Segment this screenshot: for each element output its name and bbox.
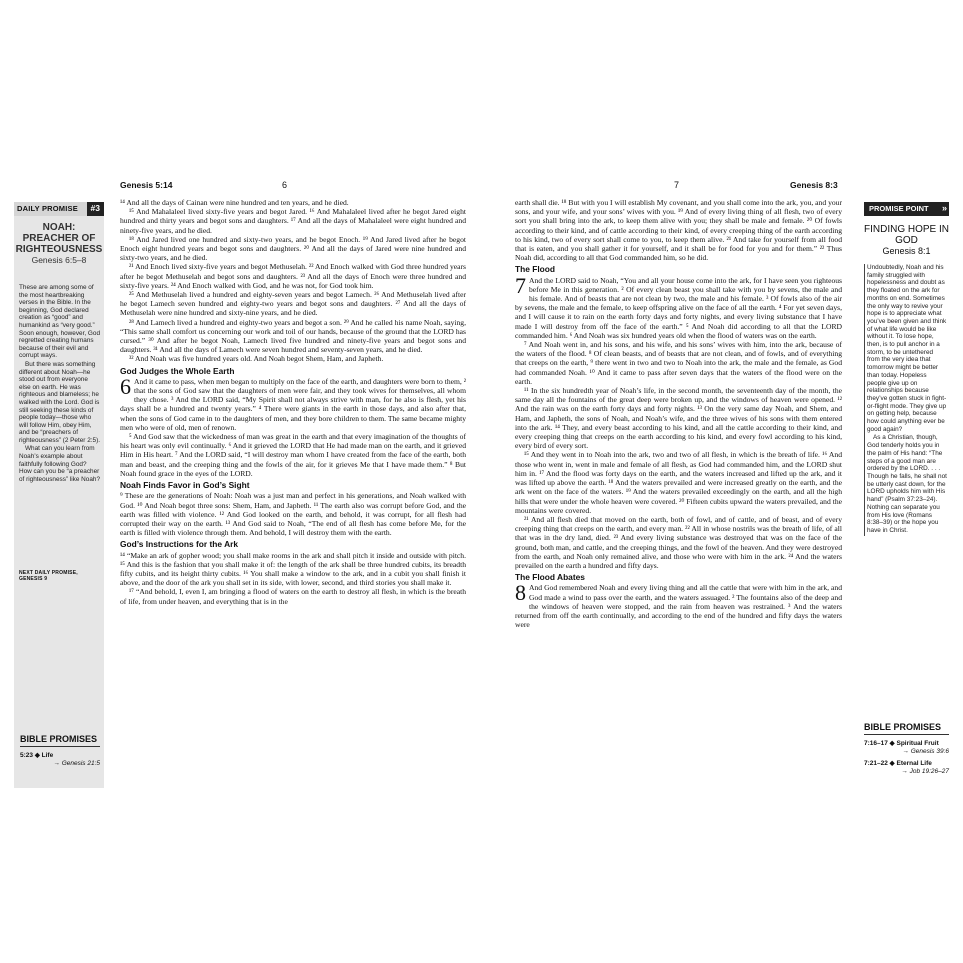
page-number-left: 6 xyxy=(282,180,288,190)
verse-paragraph: ¹⁴ And all the days of Cainan were nine hundred and ten years, and he died. xyxy=(120,198,349,207)
bible-promises-title: BIBLE PROMISES xyxy=(20,734,100,747)
bible-promise-ref: 7:21–22 xyxy=(864,760,888,767)
verse-paragraph: ²⁸ And Lamech lived a hundred and eighty-two years and begot a son. ²⁹ And he called his name Noah, saying, “This same shall comfort us concerning our work and toil of our hands, because of the ground that the LORD has cursed.” ³⁰ And after he begot Noah, Lamech lived five hundred and ninety-five years and begot sons and daughters. ³¹ And all the days of Lamech were seven hundred and seventy-seven years, and he died. xyxy=(120,317,466,355)
bible-promises-left xyxy=(20,734,100,767)
chapter-number: 8 xyxy=(515,580,526,606)
chevron-right-icon: » xyxy=(941,203,947,213)
section-heading: Noah Finds Favor in God’s Sight xyxy=(120,480,250,491)
bible-promise-cross-ref: → Genesis 39:6 xyxy=(902,748,949,755)
verse-paragraph: ²⁵ And Methuselah lived a hundred and eighty-seven years and begot Lamech. ²⁶ And Methuselah lived after he begot Lamech seven hundred and eighty-two years and begot sons and daughters. ²⁷ And all the days of Methuselah were nine hundred and sixty-nine years, and he died. xyxy=(120,290,466,318)
chapter-paragraph xyxy=(515,272,842,340)
promise-point-body xyxy=(864,264,947,536)
promise-point-paragraph: As a Christian, though, God tenderly holds you in the palm of His hand: “The steps of a good man are ordered by the LORD. . . . Though he falls, he shall not be utterly cast down, for the LORD upholds him with His hand” (Psalm 37:23–24). Nothing can separate you from His love (Romans 8:38–39) or the hope you have in Christ. xyxy=(867,434,947,534)
promise-point-label: PROMISE POINT xyxy=(869,204,929,213)
daily-promise-paragraph: But there was something different about Noah—he stood out from everyone else on earth. He was righteous and blameless; he walked with the Lord. God is still seeking these kinds of people today—those who will follow Him, obey Him, and be “preachers of righteousness” (2 Peter 2:5). xyxy=(19,360,100,444)
verse-paragraph: ¹⁸ And Jared lived one hundred and sixty-two years, and he begot Enoch. ¹⁹ And Jared lived after he begot Enoch eight hundred years and begot sons and daughters. ²⁰ And all the days of Jared were nine hundred and sixty-two years, and he died. xyxy=(120,234,466,263)
chapter-number: 6 xyxy=(120,373,131,399)
daily-promise-title xyxy=(14,222,104,266)
diamond-icon: ◆ xyxy=(889,740,897,747)
bible-promise-ref: 7:16–17 xyxy=(864,740,888,747)
daily-promise-body xyxy=(19,284,101,484)
left-page xyxy=(14,178,476,788)
promise-point-title-text: FINDING HOPE IN GOD xyxy=(864,224,950,246)
section-heading: The Flood Abates xyxy=(515,572,585,583)
promise-point-header xyxy=(864,202,949,216)
bible-promise-entry xyxy=(864,759,949,775)
daily-promise-paragraph: What can you learn from Noah’s example about faithfully following God? How can you be “a preacher of righteousness” like Noah? xyxy=(19,445,100,483)
running-head-left: Genesis 5:14 xyxy=(120,180,173,190)
bible-promise-entry xyxy=(864,739,949,755)
daily-promise-label: DAILY PROMISE xyxy=(14,202,87,216)
verse-paragraph: ¹⁴ “Make an ark of gopher wood; you shall make rooms in the ark and shall pitch it inside and outside with pitch. ¹⁵ And this is the fashion that you shall make it of: the length of the ark shall be three hundred cubits, its breadth fifty cubits, and its height thirty cubits. ¹⁶ You shall make a window to the ark, and in a cubit you shall finish it above, and the door of the ark you shall set in its side, with lower, second, and third stories you shall make it. xyxy=(120,550,466,588)
verse-paragraph: ⁷ And Noah went in, and his sons, and his wife, and his sons’ wives with him, into the ark, because of the waters of the flood. ⁸ Of clean beasts, and of beasts that are not clean, and of fowls, and of everything that creeps on the earth, ⁹ there went in two and two to Noah into the ark, the male and the female, as God had commanded Noah. ¹⁰ And it came to pass after seven days that the waters of the flood were on the earth. xyxy=(515,340,842,386)
page-number-right: 7 xyxy=(674,180,680,190)
chapter-number: 7 xyxy=(515,272,526,298)
promise-point-title xyxy=(864,224,949,257)
bible-promise-topic: Life xyxy=(41,752,54,759)
daily-promise-number: #3 xyxy=(87,202,104,216)
verse-text: And the LORD said to Noah, “You and all your house come into the ark, for I have seen you righteous before Me in this generation. ² Of every clean beast you shall take with you by sevens, the male and his female. And of beasts that are not clean by two, the male and his female. ³ Of fowls also of the air by sevens, the male and the female, to keep offspring alive on the face of all the earth. ⁴ For yet seven days, and I will cause it to rain on the earth forty days and forty nights, and every living substance that I have made I will destroy from off the face of the earth.” ⁵ And Noah did according to all that the LORD commanded him. ⁶ And Noah was six hundred years old when the flood of waters was on the earth. xyxy=(515,275,842,340)
verse-paragraph: ³² And Noah was five hundred years old. And Noah begot Shem, Ham, and Japheth. xyxy=(129,354,384,364)
verse-paragraph: ⁹ These are the generations of Noah: Noah was a just man and perfect in his generations, and Noah walked with God. ¹⁰ And Noah begot three sons: Shem, Ham, and Japheth. ¹¹ The earth also was corrupt before God, and the earth was filled with violence. ¹² And God looked on the earth, and behold, it was corrupt, for all flesh had corrupted their way on the earth. ¹³ And God said to Noah, “The end of all flesh has come before Me, for the earth is filled with violence through them. And behold, I will destroy them with the earth. xyxy=(120,491,466,538)
diamond-icon: ◆ xyxy=(889,760,897,767)
running-head-right: Genesis 8:3 xyxy=(790,180,838,190)
scripture-text-left xyxy=(120,198,466,606)
daily-promise-title-text: NOAH: PREACHER OF RIGHTEOUSNESS xyxy=(15,222,103,255)
bible-promise-cross-ref: → Job 19:26–27 xyxy=(901,768,949,775)
verse-paragraph: ¹⁵ And Mahalaleel lived sixty-five years and begot Jared. ¹⁶ And Mahalaleel lived after he begot Jared eight hundred and thirty years and begot sons and daughters. ¹⁷ And all the days of Mahalaleel were eight hundred and ninety-five years, and he died. xyxy=(120,207,466,235)
verse-paragraph: ⁵ And God saw that the wickedness of man was great in the earth and that every imagination of the thoughts of his heart was only evil continually. ⁶ And it grieved the LORD that He had made man on the earth, and it grieved Him in His heart. ⁷ And the LORD said, “I will destroy man whom I have created from the face of the earth, both man and beast, and the creeping thing and the fowls of the air, for it grieves Me that I have made them.” ⁸ But Noah found grace in the eyes of the LORD. xyxy=(120,432,466,478)
chapter-paragraph xyxy=(120,373,466,432)
verse-paragraph: ¹⁵ And they went in to Noah into the ark, two and two of all flesh, in which is the breath of life. ¹⁶ And those who went in, went in male and female of all flesh, as God had commanded him, and the LORD shut him in. ¹⁷ And the flood was forty days on the earth, and the waters increased and lifted up the ark, and it was lifted up above the earth. ¹⁸ And the waters prevailed and were increased greatly on the earth, and the ark went on the face of the waters. ¹⁹ And the waters prevailed exceedingly on the earth, and all the high hills that were under the whole heaven were covered. ²⁰ Fifteen cubits upward the waters prevailed, and the mountains were covered. xyxy=(515,450,842,515)
verse-paragraph: ²¹ And Enoch lived sixty-five years and begot Methuselah. ²² And Enoch walked with God three hundred years after he begot Methuselah and begot sons and daughters. ²³ And all the days of Enoch were three hundred and sixty-five years. ²⁴ And Enoch walked with God, and he was not, for God took him. xyxy=(120,262,466,290)
verse-text: And God remembered Noah and every living thing and all the cattle that were with him in the ark, and God made a wind to pass over the earth, and the waters assuaged. ² The fountains also of the deep and the windows of heaven were stopped, and the rain from heaven was restrained. ³ And the waters returned from off the earth continually, and according to the end of the hundred and fifty days the waters were xyxy=(515,583,842,630)
bible-promise-topic: Spiritual Fruit xyxy=(896,740,939,747)
right-page xyxy=(512,178,949,788)
bible-promise-cross-ref: → Genesis 21:5 xyxy=(53,760,100,767)
diamond-icon: ◆ xyxy=(34,752,42,759)
chapter-paragraph xyxy=(515,580,842,630)
section-heading: God’s Instructions for the Ark xyxy=(120,539,239,550)
promise-point-paragraph: Undoubtedly, Noah and his family struggled with hopelessness and doubt as they floated on the ark for months on end. Sometimes the only way to revive your hope is to appreciate what you’ve been given and think of what life would be like without it. To lose hope, then, is to pull anchor in a storm, to be untethered from the very idea that tomorrow might be better than today. Hopeless people give up on relationships because they’ve gotten stuck in fight-or-flight mode. They give up on getting help, because how could anything ever be good again? xyxy=(867,264,947,433)
bible-promises-title: BIBLE PROMISES xyxy=(864,722,949,735)
section-heading: The Flood xyxy=(515,264,556,275)
daily-promise-paragraph: These are among some of the most heartbreaking verses in the Bible. In the beginning, God declared creation as “good” and humankind as “very good.” Soon enough, however, God regretted creating humans because of their evil and corrupt ways. xyxy=(19,284,101,360)
bible-promise-entry xyxy=(20,751,100,767)
bible-promise-ref: 5:23 xyxy=(20,752,34,759)
section-heading: God Judges the Whole Earth xyxy=(120,365,235,376)
next-daily-promise: NEXT DAILY PROMISE, GENESIS 9 xyxy=(19,570,78,582)
verse-paragraph: ²¹ And all flesh died that moved on the earth, both of fowl, and of cattle, and of beast, and of every creeping thing that creeps on the earth, and every man. ²² All in whose nostrils was the breath of life, of all that was in the dry land, died. ²³ And every living substance was destroyed that was on the face of the ground, both man, and cattle, and the creeping things, and the fowl of the heaven. And they were destroyed from the earth, and Noah only remained alive, and those who were with him in the ark. ²⁴ And the waters prevailed on the earth a hundred and fifty days. xyxy=(515,514,842,570)
daily-promise-header xyxy=(14,202,104,216)
verse-paragraph: ¹⁷ “And behold, I, even I, am bringing a flood of waters on the earth to destroy all flesh, in which is the breath of life, from under heaven, and everything that is in the xyxy=(120,587,466,606)
daily-promise-reference: Genesis 6:5–8 xyxy=(31,255,87,265)
verse-text: And it came to pass, when men began to multiply on the face of the earth, and daughters were born to them, ² that the sons of God saw that the daughters of men were fair, and they took wives for themselves, all whom they chose. ³ And the LORD said, “My Spirit shall not always strive with man, for he also is flesh, yet his days shall be a hundred and twenty years.” ⁴ There were giants in the earth in those days, and also after that, when the sons of God came in to the daughters of men, and they bore children to them. The same became mighty men who were of old, men of renown. xyxy=(120,376,466,432)
verse-paragraph: ¹¹ In the six hundredth year of Noah’s life, in the second month, the seventeenth day of the month, the same day all the fountains of the great deep were broken up, and the windows of heaven were opened. ¹² And the rain was on the earth forty days and forty nights. ¹³ On the very same day Noah, and Shem, and Ham, and Japheth, the sons of Noah, and Noah’s wife, and the three wives of his sons with them entered into the ark. ¹⁴ They, and every beast according to his kind, and all the cattle according to their kind, and every creeping thing that creeps on the earth according to his kind, and every fowl according to his kind, every bird of every sort. xyxy=(515,386,842,451)
bible-promises-right xyxy=(864,722,949,775)
verse-paragraph: earth shall die. ¹⁸ But with you I will establish My covenant, and you shall come into the ark, you, and your sons, and your wife, and your sons’ wives with you. ¹⁹ And of every living thing of all flesh, two of every sort you shall bring into the ark, to keep them alive with you; they shall be male and female. ²⁰ Of fowls according to their kind, and of cattle according to their kind, of every creeping thing of the earth according to his kind, two of every sort shall come to you, to keep them alive. ²¹ And take for yourself from all food that is eaten, and you shall gather it for yourself, and it shall be for food for you and for them.” ²² Thus Noah did, according to all that God commanded him, so he did. xyxy=(515,198,842,263)
bible-promise-topic: Eternal Life xyxy=(896,760,932,767)
promise-point-reference: Genesis 8:1 xyxy=(882,246,931,256)
scripture-text-right xyxy=(515,198,842,629)
